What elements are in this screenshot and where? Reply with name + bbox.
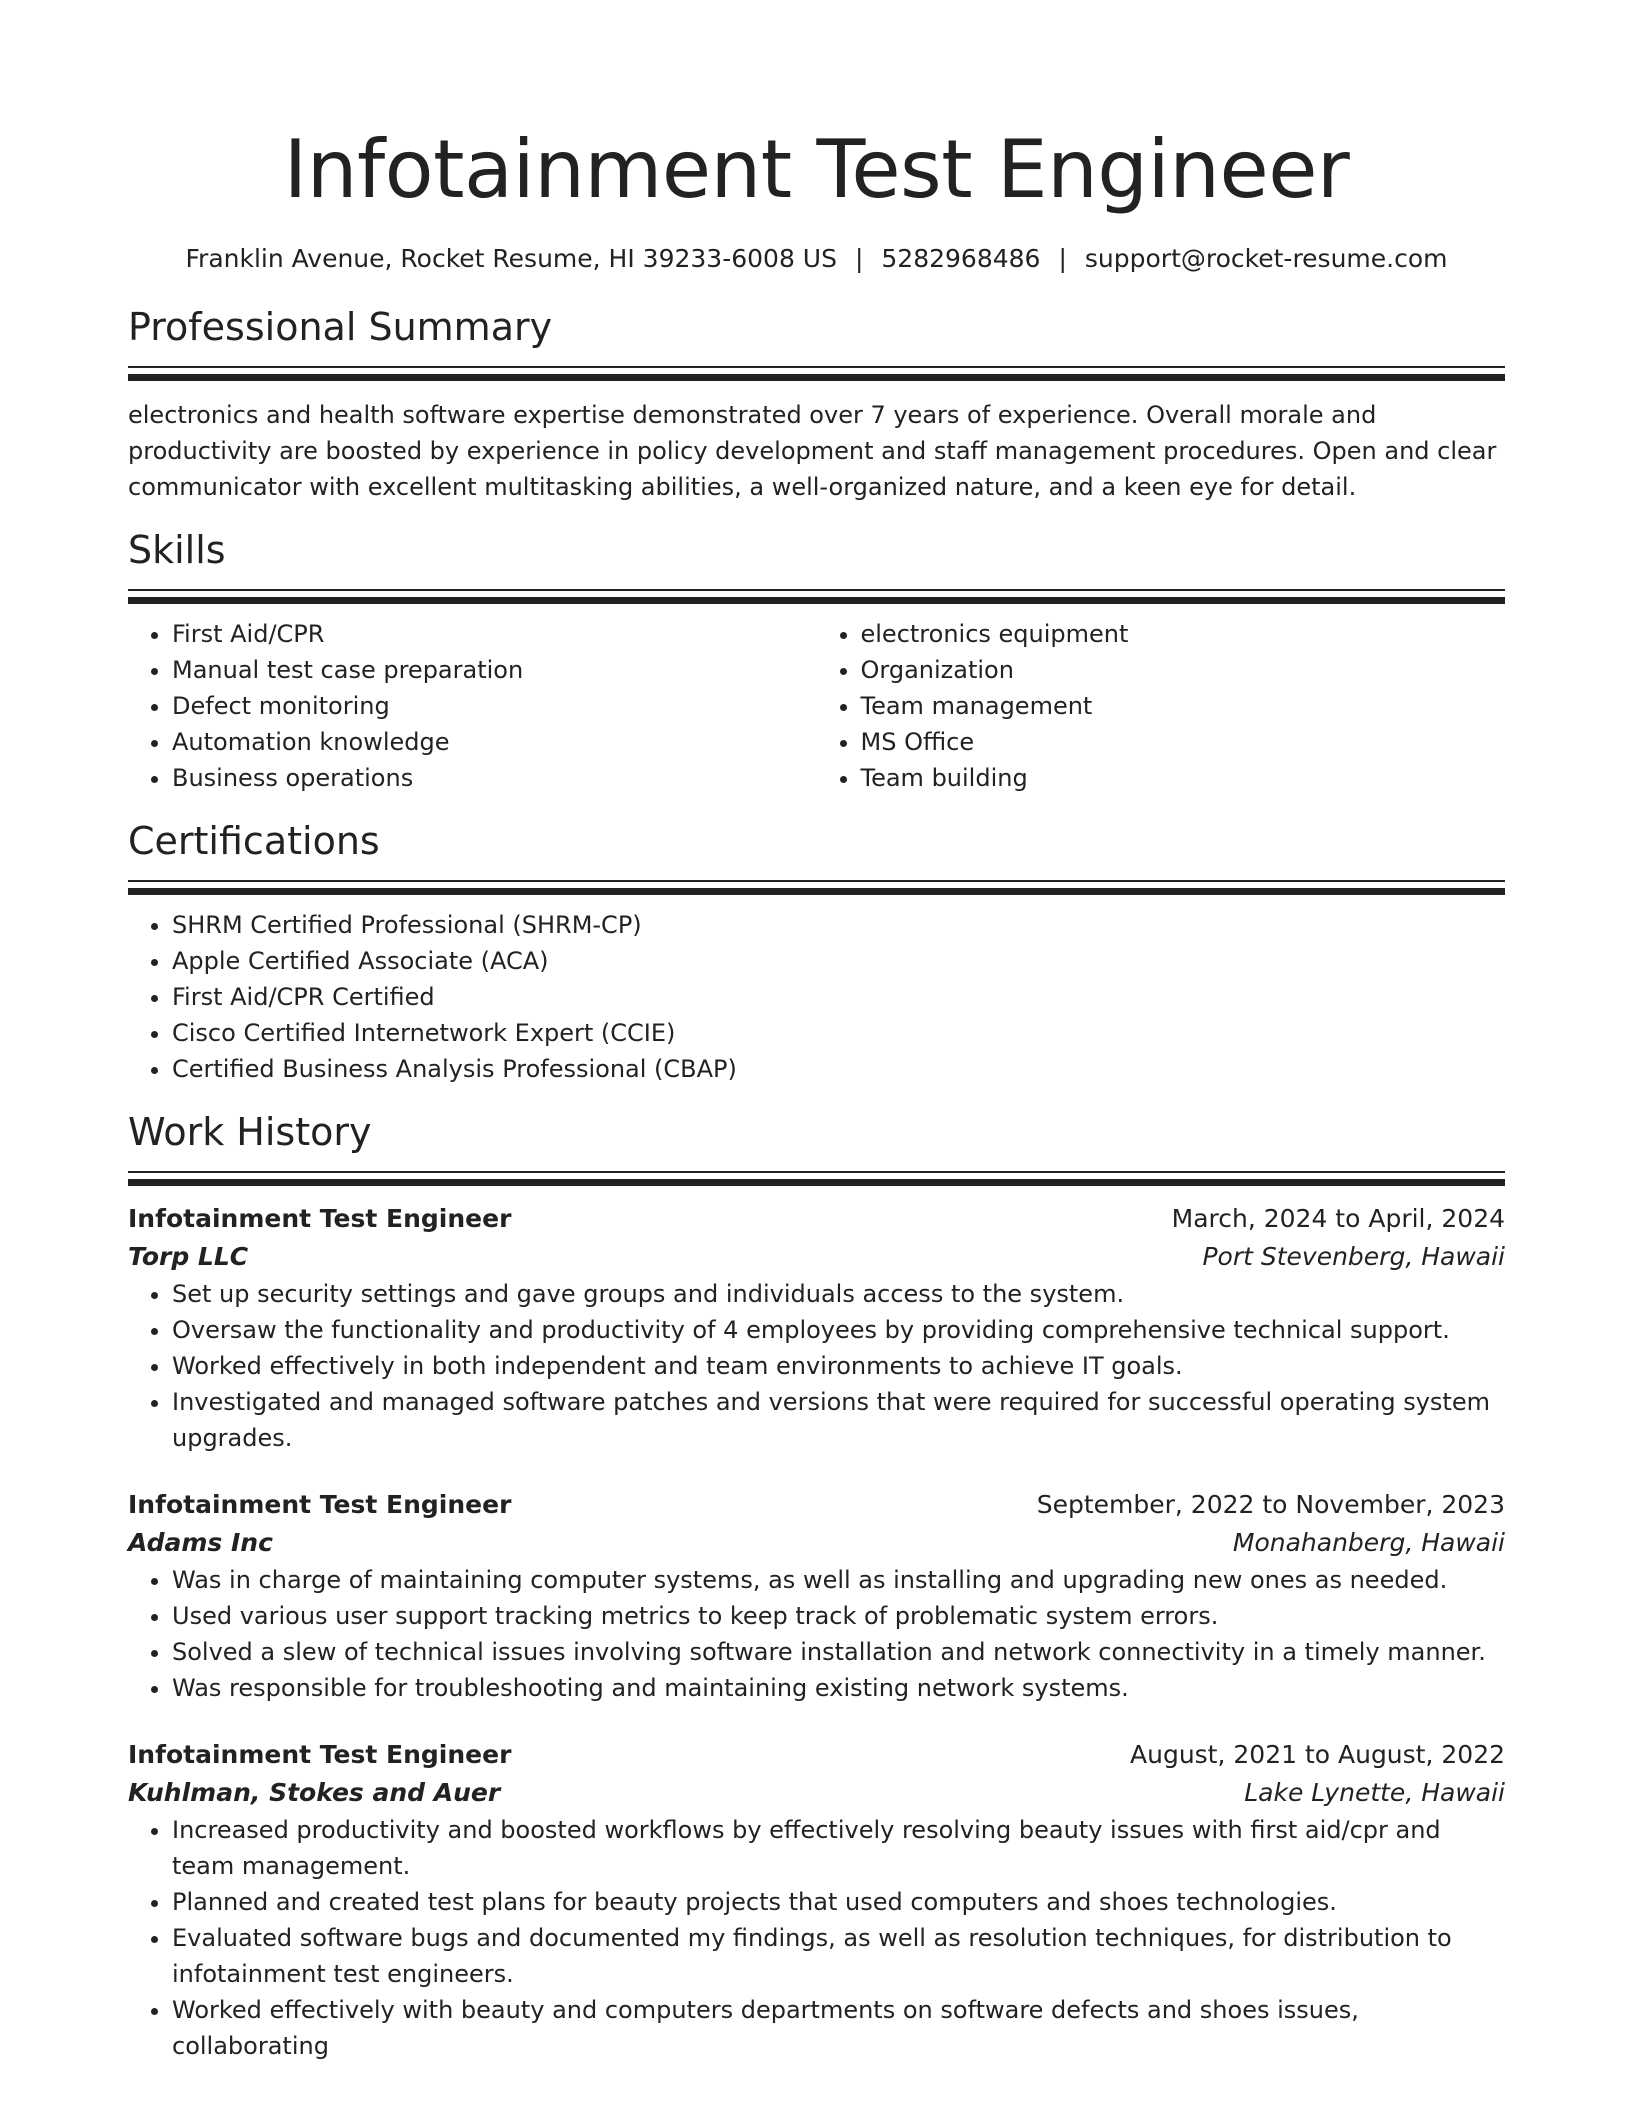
job-header-row (128, 1486, 1505, 1524)
section-divider (128, 880, 1505, 882)
job-entry (128, 1486, 1505, 1706)
resume-page (128, 0, 1505, 2064)
skills-list-left (128, 616, 817, 796)
skill-item: • MS Office (861, 724, 1506, 760)
job-location: Port Stevenberg, Hawaii (1202, 1242, 1505, 1271)
section-divider-thick (128, 888, 1505, 895)
job-bullet-list (128, 1562, 1505, 1706)
job-company-row (128, 1524, 1505, 1562)
job-header-row (128, 1736, 1505, 1774)
job-company: Torp LLC (128, 1242, 249, 1271)
work-history-section (128, 1107, 1505, 2064)
job-company-row (128, 1774, 1505, 1812)
certifications-list (128, 907, 1505, 1087)
contact-separator: | (1058, 244, 1067, 273)
section-title-summary: Professional Summary (128, 305, 553, 349)
skills-list-right (817, 616, 1506, 796)
summary-text: electronics and health software expertise demonstrated over 7 years of experience. Overall morale and productivity are boosted by experience in policy development and staff management procedures. Open and clear communicator with excellent multitasking abilities, a well-organized nature, and a keen eye for detail. (128, 401, 1497, 501)
job-bullet: • Was in charge of maintaining computer systems, as well as installing and upgrading new ones as needed. (172, 1562, 1505, 1598)
section-title-skills: Skills (128, 528, 226, 572)
contact-phone: 5282968486 (881, 244, 1041, 273)
job-entry (128, 1736, 1505, 2064)
job-title: Infotainment Test Engineer (128, 1204, 512, 1233)
job-location: Lake Lynette, Hawaii (1244, 1778, 1505, 1807)
contact-email: support@rocket-resume.com (1084, 244, 1448, 273)
section-divider (128, 589, 1505, 591)
section-divider (128, 366, 1505, 368)
section-divider-thick (128, 597, 1505, 604)
certification-item: • Apple Certified Associate (ACA) (172, 943, 1505, 979)
certifications-section (128, 816, 1505, 1087)
job-title: Infotainment Test Engineer (128, 1740, 512, 1769)
job-bullet: • Evaluated software bugs and documented my findings, as well as resolution techniques, for distribution to infotainment test engineers. (172, 1920, 1505, 1992)
job-entry (128, 1200, 1505, 1456)
skill-item: • First Aid/CPR (172, 616, 817, 652)
summary-section (128, 302, 1505, 505)
skill-item: • Team building (861, 760, 1506, 796)
job-bullet: • Was responsible for troubleshooting and maintaining existing network systems. (172, 1670, 1505, 1706)
skill-item: • Organization (861, 652, 1506, 688)
job-company: Adams Inc (128, 1528, 273, 1557)
job-title: Infotainment Test Engineer (128, 1490, 512, 1519)
job-dates: September, 2022 to November, 2023 (1036, 1490, 1505, 1519)
skills-columns (128, 616, 1505, 796)
job-bullet: • Worked effectively in both independent and team environments to achieve IT goals. (172, 1348, 1505, 1384)
job-dates: August, 2021 to August, 2022 (1130, 1740, 1505, 1769)
section-title-work-history: Work History (128, 1110, 372, 1154)
contact-address: Franklin Avenue, Rocket Resume, HI 39233-6008 US (185, 244, 837, 273)
section-divider-thick (128, 374, 1505, 381)
certification-item: • First Aid/CPR Certified (172, 979, 1505, 1015)
job-bullet: • Investigated and managed software patches and versions that were required for successful operating system upgrades. (172, 1384, 1505, 1456)
job-header-row (128, 1200, 1505, 1238)
job-dates: March, 2024 to April, 2024 (1171, 1204, 1505, 1233)
section-divider-thick (128, 1179, 1505, 1186)
skill-item: • Automation knowledge (172, 724, 817, 760)
job-location: Monahanberg, Hawaii (1232, 1528, 1505, 1557)
section-title-certifications: Certifications (128, 819, 380, 863)
job-bullet: • Planned and created test plans for beauty projects that used computers and shoes technologies. (172, 1884, 1505, 1920)
certification-item: • Cisco Certified Internetwork Expert (CCIE) (172, 1015, 1505, 1051)
skill-item: • electronics equipment (861, 616, 1506, 652)
job-bullet: • Worked effectively with beauty and computers departments on software defects and shoes issues, collaborating (172, 1992, 1505, 2064)
job-company: Kuhlman, Stokes and Auer (128, 1778, 501, 1807)
job-bullet-list (128, 1812, 1505, 2064)
resume-name: Infotainment Test Engineer (283, 123, 1350, 216)
certification-item: • Certified Business Analysis Professional (CBAP) (172, 1051, 1505, 1087)
skill-item: • Team management (861, 688, 1506, 724)
job-bullet: • Oversaw the functionality and productivity of 4 employees by providing comprehensive technical support. (172, 1312, 1505, 1348)
contact-line (128, 242, 1505, 276)
skill-item: • Manual test case preparation (172, 652, 817, 688)
job-company-row (128, 1238, 1505, 1276)
contact-separator: | (854, 244, 864, 273)
certification-item: • SHRM Certified Professional (SHRM-CP) (172, 907, 1505, 943)
skills-section (128, 525, 1505, 796)
section-divider (128, 1171, 1505, 1173)
skill-item: • Business operations (172, 760, 817, 796)
job-bullet: • Used various user support tracking metrics to keep track of problematic system errors. (172, 1598, 1505, 1634)
job-bullet: • Set up security settings and gave groups and individuals access to the system. (172, 1276, 1505, 1312)
job-bullet: • Solved a slew of technical issues involving software installation and network connectivity in a timely manner. (172, 1634, 1505, 1670)
skill-item: • Defect monitoring (172, 688, 817, 724)
job-bullet: • Increased productivity and boosted workflows by effectively resolving beauty issues with first aid/cpr and team management. (172, 1812, 1505, 1884)
job-bullet-list (128, 1276, 1505, 1456)
